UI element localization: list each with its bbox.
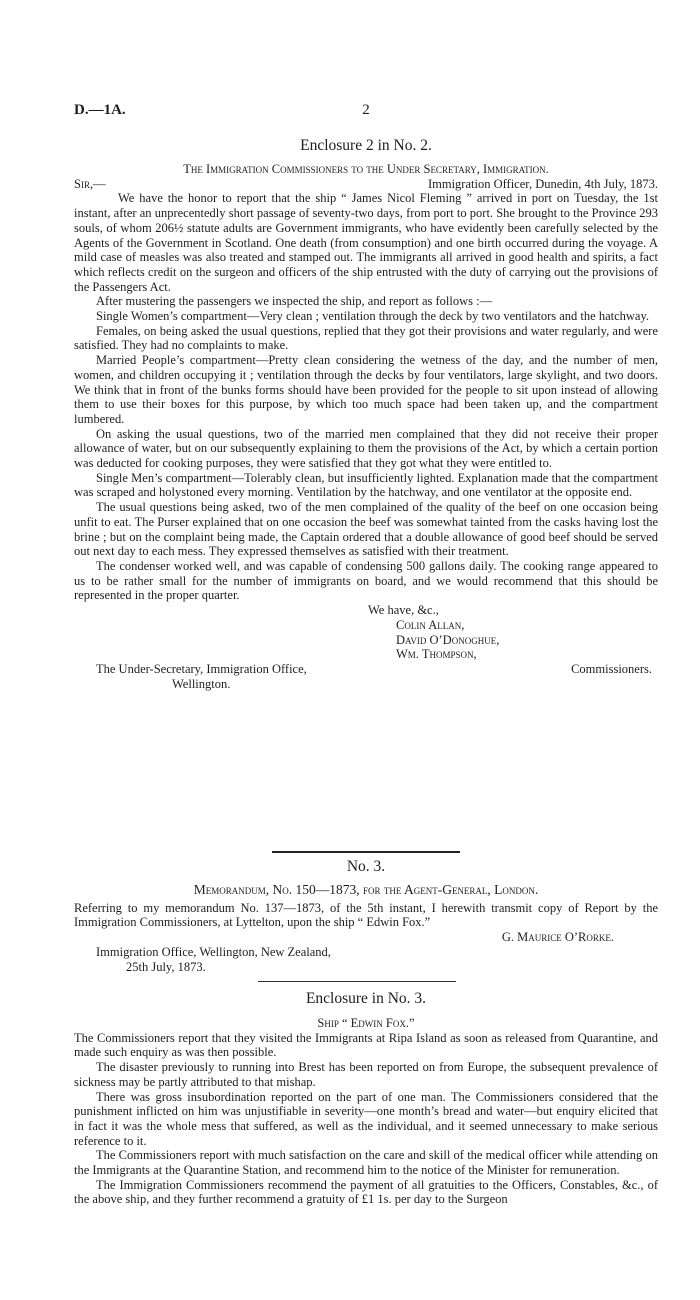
enclosure-3-title: Enclosure in No. 3. [305,990,427,1007]
page-number: 2 [362,102,370,118]
document-code: D.—1A. [74,102,126,118]
paragraph: The Commissioners report that they visited the Immigrants at Ripa Island as soon as released from Quarantine, and made such enquiry as was then possible. [74,1030,658,1060]
section-divider [272,851,460,853]
signatory: Colin Allan, [396,617,465,632]
page-header [74,102,658,124]
paragraph: The usual questions being asked, two of the men complained of the quality of the beef on one occasion being unfit to eat. The Purser explained that on one occasion the beef was somewhat tainted from the casks having lost the brine ; but on the complaint being made, the Captain ordered that a double allowance of good beef should be served out next day to each mess. They expressed themselves as satisfied with their treatment. [74,500,658,559]
no-3-section [74,883,658,974]
address-line: Wellington. [172,676,231,691]
paragraph: After mustering the passengers we inspected the ship, and report as follows :— [96,294,493,309]
address-line: 25th July, 1873. [126,959,206,974]
no-3-subtitle: Memorandum, No. 150—1873, for the Agent-General, London. [193,882,539,897]
enclosure-3-section [74,1016,658,1207]
address-line: Immigration Office, Wellington, New Zealand, [96,944,331,959]
no-3-title: No. 3. [346,858,386,875]
salutation: Sir,— [74,176,106,191]
address-line: The Under-Secretary, Immigration Office, [96,661,307,676]
paragraph: There was gross insubordination reported on the part of one man. The Commissioners considered that the punishment inflicted on him was unjustifiable in severity—one month’s bread and water—but enquiry elicited that in fact it was the whole mess that suffered, as well as the individual, and it seemed unnecessary to make serious reference to it. [74,1089,658,1148]
section-divider [258,981,456,982]
signatory: Wm. Thompson, [396,647,477,662]
paragraph: On asking the usual questions, two of the married men complained that they did not receive their proper allowance of water, but on our subsequently explaining to them the provisions of the Act, by which a certain portion was deducted for cooking purposes, they were satisfied that they got what they were entitled to. [74,426,658,471]
closing: We have, &c., [368,603,439,618]
enclosure-2-title: Enclosure 2 in No. 2. [300,137,432,154]
enclosure-2-section [74,162,658,691]
signatory: David O’Donoghue, [396,632,500,647]
salutation-row [74,177,658,192]
paragraph: We have the honor to report that the ship “ James Nicol Fleming ” arrived in port on Tuesday, the 1st instant, after an unprecentedly short passage of seventy-two days, from port to port. She brought to the Province 293 souls, of whom 206½ statute adults are Government immigrants, who have evidently been carefully selected by the Agents of the Government in Scotland. One death (from consumption) and one birth occurred during the voyage. A mild case of measles was also treated and stamped out. The immigrants all arrived in good health and spirits, a fact which reflects credit on the surgeon and officers of the ship entrusted with the duty of carrying out the provisions of the Passengers Act. [74,191,658,294]
paragraph: Married People’s compartment—Pretty clean considering the wetness of the day, and the number of men, women, and children occupying it ; ventilation through the decks by four ventilators, large skylight, and two doors. We think that in front of the bunks forms should have been provided for the people to sit upon instead of allowing them to use their boxes for this purpose, by which too much space had been taken up, and the compartment lumbered. [74,353,658,426]
paragraph: The Immigration Commissioners recommend the payment of all gratuities to the Officers, Constables, &c., of the above ship, and they further recommend a gratuity of £1 1s. per day to the Surgeon [74,1177,658,1207]
enclosure-2-subtitle: The Immigration Commissioners to the Under Secretary, Immigration. [183,162,549,176]
commissioners-label: Commissioners. [571,661,652,676]
memorandum-signature: G. Maurice O’Rorke. [501,930,614,945]
paragraph: The condenser worked well, and was capable of condensing 500 gallons daily. The cooking range appeared to us to be rather small for the number of immigrants on board, and we would recommend that this should be represented in the proper quarter. [74,558,658,603]
memorandum-body: Referring to my memorandum No. 137—1873, of the 5th instant, I herewith transmit copy of Report by the Immigration Commissioners, at Lyttelton, upon the ship “ Edwin Fox.” [74,900,658,930]
address-row [74,662,658,677]
paragraph: The Commissioners report with much satisfaction on the care and skill of the medical officer while attending on the Immigrants at the Quarantine Station, and recommend him to the notice of the Minister for remuneration. [74,1148,658,1178]
paragraph: Single Women’s compartment—Very clean ; ventilation through the deck by two ventilators and the hatchway. [96,309,650,324]
paragraph: Single Men’s compartment—Tolerably clean, but insufficiently lighted. Explanation made that the compartment was scraped and holystoned every morning. Ventilation by the hatchway, and one ventilator at the opposite end. [74,470,658,500]
enclosure-3-subtitle: Ship “ Edwin Fox.” [317,1016,415,1030]
paragraph: Females, on being asked the usual questions, replied that they got their provisions and water regularly, and were satisfied. They had no complaints to make. [74,323,658,353]
dateline: Immigration Officer, Dunedin, 4th July, 1873. [427,176,658,191]
paragraph: The disaster previously to running into Brest has been reported on from Europe, the subsequent prevalence of sickness may be partly attributed to that mishap. [74,1060,658,1089]
